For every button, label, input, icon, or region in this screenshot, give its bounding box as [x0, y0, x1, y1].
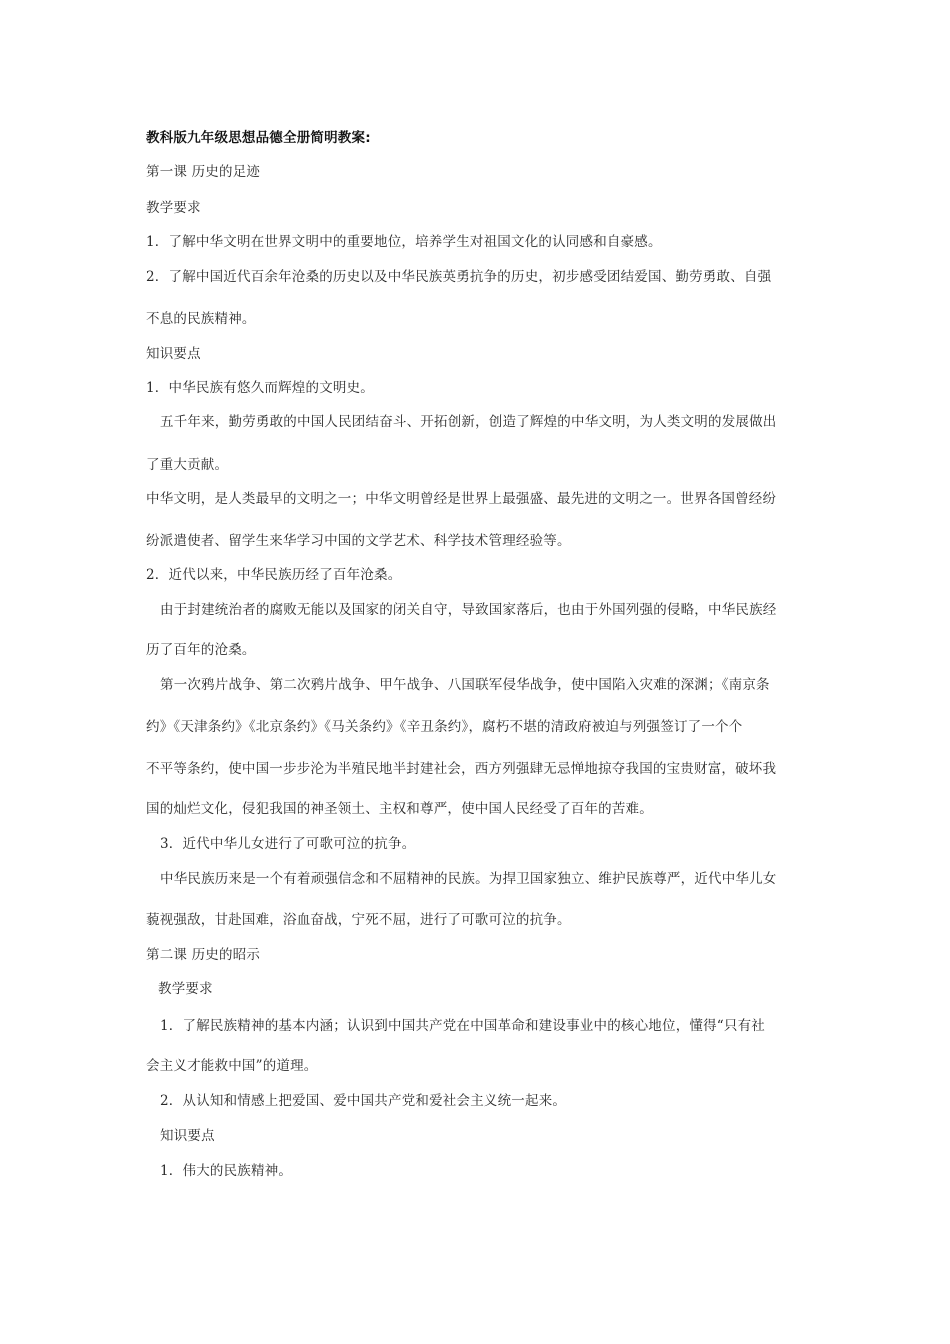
lesson2-requirement-2: 2．从认知和情感上把爱国、爱中国共产党和爱社会主义统一起来。: [160, 1093, 567, 1109]
lesson1-point-2-heading: 2．近代以来，中华民族历经了百年沧桑。: [146, 567, 402, 583]
lesson1-points-heading: 知识要点: [146, 346, 201, 362]
lesson1-requirement-2-cont: 不息的民族精神。: [146, 311, 256, 327]
lesson1-requirement-1: 1．了解中华文明在世界文明中的重要地位，培养学生对祖国文化的认同感和自豪感。: [146, 234, 662, 250]
lesson1-point-1-heading: 1．中华民族有悠久而辉煌的文明史。: [146, 380, 374, 396]
lesson2-point-1-heading: 1．伟大的民族精神。: [160, 1163, 293, 1179]
lesson2-points-heading: 知识要点: [160, 1128, 215, 1144]
lesson1-heading: 第一课 历史的足迹: [146, 164, 261, 180]
lesson1-requirements-heading: 教学要求: [146, 200, 201, 216]
document-title: 教科版九年级思想品德全册简明教案:: [146, 130, 371, 146]
lesson1-point-3-para-cont: 藐视强敌，甘赴国难，浴血奋战，宁死不屈，进行了可歌可泣的抗争。: [146, 912, 571, 928]
lesson1-requirement-2: 2．了解中国近代百余年沧桑的历史以及中华民族英勇抗争的历史，初步感受团结爱国、勤劳勇敢、自强: [146, 269, 772, 285]
lesson2-requirement-1-cont: 会主义才能救中国”的道理。: [146, 1058, 318, 1074]
lesson2-heading: 第二课 历史的昭示: [146, 947, 261, 963]
lesson2-requirement-1: 1．了解民族精神的基本内涵；认识到中国共产党在中国革命和建设事业中的核心地位，懂得“只有社: [160, 1018, 765, 1034]
lesson1-point-1-para-b: 中华文明，是人类最早的文明之一；中华文明曾经是世界上最强盛、最先进的文明之一。世界各国曾经纷: [146, 491, 777, 507]
lesson1-point-2-para-a-cont: 历了百年的沧桑。: [146, 642, 256, 658]
lesson1-point-2-para-a: 由于封建统治者的腐败无能以及国家的闭关自守，导致国家落后，也由于外国列强的侵略，中华民族经: [160, 602, 777, 618]
lesson1-point-2-para-b-line2: 约》《天津条约》《北京条约》《马关条约》《辛丑条约》，腐朽不堪的清政府被迫与列强签订了一个个: [146, 719, 743, 735]
lesson1-point-1-para-b-cont: 纷派遣使者、留学生来华学习中国的文学艺术、科学技术管理经验等。: [146, 533, 571, 549]
lesson1-point-2-para-b-line3: 不平等条约，使中国一步步沦为半殖民地半封建社会，西方列强肆无忌惮地掠夺我国的宝贵财富，破坏我: [146, 761, 777, 777]
lesson2-requirements-heading: 教学要求: [158, 981, 213, 997]
lesson1-point-2-para-b-line4: 国的灿烂文化，侵犯我国的神圣领土、主权和尊严，使中国人民经受了百年的苦难。: [146, 801, 653, 817]
lesson1-point-1-para-a-cont: 了重大贡献。: [146, 457, 229, 473]
lesson1-point-3-heading: 3．近代中华儿女进行了可歌可泣的抗争。: [160, 836, 416, 852]
lesson1-point-2-para-b: 第一次鸦片战争、第二次鸦片战争、甲午战争、八国联军侵华战争，使中国陷入灾难的深渊；《南京条: [160, 677, 770, 693]
lesson1-point-1-para-a: 五千年来，勤劳勇敢的中国人民团结奋斗、开拓创新，创造了辉煌的中华文明，为人类文明的发展做出: [160, 414, 777, 430]
lesson1-point-3-para: 中华民族历来是一个有着顽强信念和不屈精神的民族。为捍卫国家独立、维护民族尊严，近代中华儿女: [160, 871, 777, 887]
